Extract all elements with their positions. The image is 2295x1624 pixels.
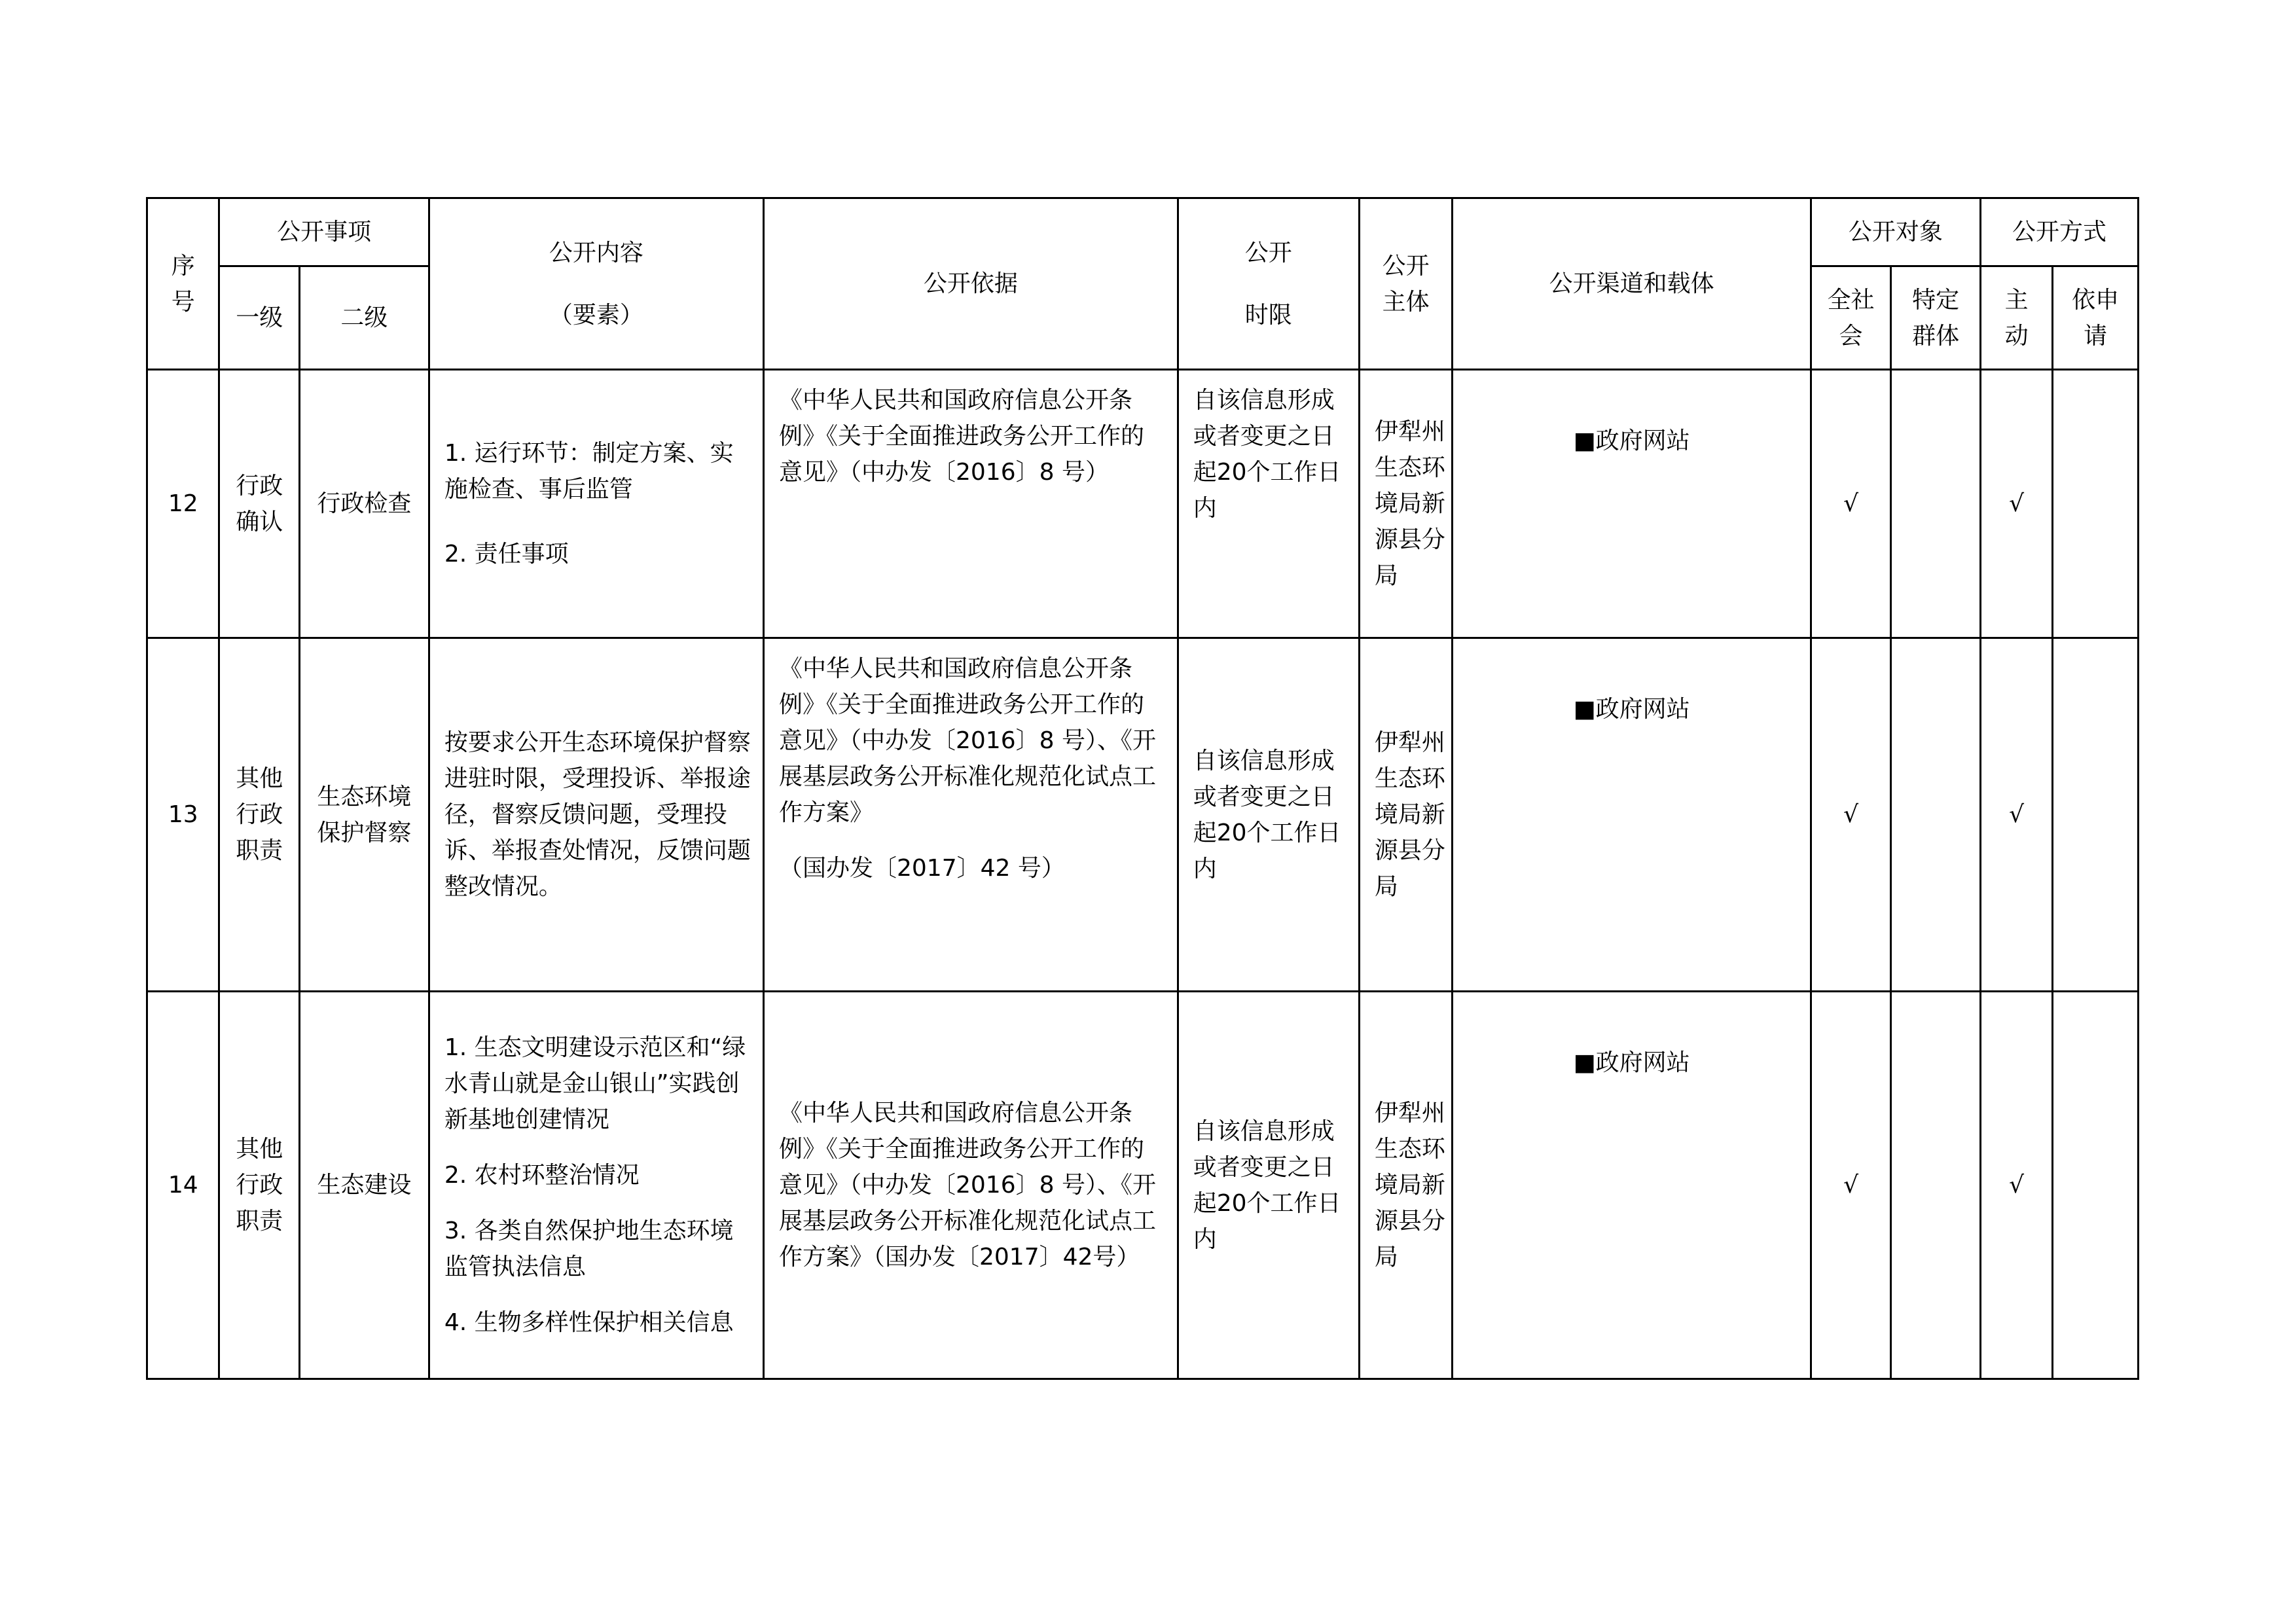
table-row <box>147 992 2139 1379</box>
row-level2 <box>299 992 429 1379</box>
header-time <box>1178 198 1359 370</box>
row-level1-line: 行政 <box>236 801 283 828</box>
header-subject-line-2: 主体 <box>1382 288 1430 316</box>
channel-text: ■政府网站 <box>1573 427 1690 454</box>
header-content-line-1: 公开内容 <box>549 239 643 266</box>
header-subject-line-1: 公开 <box>1382 252 1430 280</box>
row-subject <box>1359 992 1453 1379</box>
header-level1: 一级 <box>219 266 300 370</box>
row-channel <box>1453 992 1811 1379</box>
header-method-active-line-2: 动 <box>2004 322 2029 350</box>
content-item: 3. 各类自然保护地生态环境监管执法信息 <box>444 1218 734 1280</box>
header-basis: 公开依据 <box>764 198 1178 370</box>
row-level1-line: 其他 <box>236 765 283 792</box>
header-method-request-line-1: 依申 <box>2072 286 2120 314</box>
header-audience-specific-line-1: 特定 <box>1912 286 1960 314</box>
row-seq: 12 <box>147 370 219 638</box>
row-level2-line: 生态环境 <box>317 783 412 810</box>
row-method-request <box>2053 638 2139 992</box>
row-level1-line: 其他 <box>236 1136 283 1163</box>
header-audience-all-line-1: 全社 <box>1827 286 1875 314</box>
content-item: 1. 生态文明建设示范区和“绿水青山就是金山银山”实践创新基地创建情况 <box>444 1034 746 1133</box>
table-row <box>147 638 2139 992</box>
header-audience: 公开对象 <box>1811 198 1980 266</box>
row-level1 <box>219 370 300 638</box>
header-content-line-2: （要素） <box>549 301 643 329</box>
row-method-request <box>2053 370 2139 638</box>
row-seq: 13 <box>147 638 219 992</box>
row-audience-specific <box>1891 370 1981 638</box>
basis-text: 《中华人民共和国政府信息公开条例》《关于全面推进政务公开工作的意见》（中办发〔2016〕8 号）、《开展基层政务公开标准化规范化试点工作方案》 <box>779 655 1157 826</box>
basis-text: （国办发〔2017〕42 号） <box>779 855 1065 882</box>
row-time <box>1178 370 1359 638</box>
row-time <box>1178 992 1359 1379</box>
row-level1-line: 确认 <box>236 508 283 535</box>
header-audience-specific <box>1891 266 1981 370</box>
header-time-line-1: 公开 <box>1244 239 1292 266</box>
row-channel <box>1453 638 1811 992</box>
row-subject <box>1359 370 1453 638</box>
row-basis <box>764 992 1178 1379</box>
row-level1-line: 职责 <box>236 837 283 864</box>
row-audience-all: √ <box>1811 370 1891 638</box>
header-audience-specific-line-2: 群体 <box>1912 322 1960 350</box>
subject-text: 伊犁州生态环境局新源县分局 <box>1374 1100 1445 1271</box>
row-method-active: √ <box>1980 370 2052 638</box>
header-content <box>429 198 763 370</box>
header-seq-line-2: 号 <box>171 288 195 316</box>
header-items: 公开事项 <box>219 198 429 266</box>
row-level2 <box>299 370 429 638</box>
row-method-request <box>2053 992 2139 1379</box>
header-method-active-line-1: 主 <box>2004 286 2029 314</box>
time-text: 自该信息形成或者变更之日起20个工作日内 <box>1193 747 1341 882</box>
row-level1 <box>219 638 300 992</box>
content-item: 4. 生物多样性保护相关信息 <box>444 1309 734 1336</box>
row-audience-all: √ <box>1811 992 1891 1379</box>
basis-text: 《中华人民共和国政府信息公开条例》《关于全面推进政务公开工作的意见》（中办发〔2016〕8 号） <box>779 387 1145 486</box>
row-level1-line: 行政 <box>236 1172 283 1199</box>
row-level2 <box>299 638 429 992</box>
content-item: 2. 责任事项 <box>444 541 569 568</box>
row-basis <box>764 638 1178 992</box>
row-content <box>429 370 763 638</box>
header-subject <box>1359 198 1453 370</box>
row-content <box>429 638 763 992</box>
time-text: 自该信息形成或者变更之日起20个工作日内 <box>1193 1117 1341 1253</box>
row-level2-line: 保护督察 <box>317 819 412 846</box>
header-time-line-2: 时限 <box>1244 301 1292 329</box>
header-channel: 公开渠道和载体 <box>1453 198 1811 370</box>
row-audience-all: √ <box>1811 638 1891 992</box>
table-row <box>147 370 2139 638</box>
channel-text: ■政府网站 <box>1573 696 1690 723</box>
subject-text: 伊犁州生态环境局新源县分局 <box>1374 729 1445 900</box>
row-content <box>429 992 763 1379</box>
row-subject <box>1359 638 1453 992</box>
content-item: 2. 农村环整治情况 <box>444 1162 640 1189</box>
disclosure-table <box>146 197 2139 1380</box>
row-method-active: √ <box>1980 638 2052 992</box>
header-seq-line-1: 序 <box>171 252 195 280</box>
content-item: 1. 运行环节：制定方案、实施检查、事后监管 <box>444 440 734 503</box>
row-level2-line: 生态建设 <box>317 1172 412 1199</box>
header-method-request-line-2: 请 <box>2084 322 2108 350</box>
row-basis <box>764 370 1178 638</box>
header-method-request <box>2053 266 2139 370</box>
row-level1 <box>219 992 300 1379</box>
row-time <box>1178 638 1359 992</box>
row-audience-specific <box>1891 638 1981 992</box>
row-channel <box>1453 370 1811 638</box>
row-level1-line: 行政 <box>236 472 283 499</box>
row-level2-line: 行政检查 <box>317 490 412 517</box>
header-level2: 二级 <box>299 266 429 370</box>
header-method-active <box>1980 266 2052 370</box>
row-seq: 14 <box>147 992 219 1379</box>
basis-text: 《中华人民共和国政府信息公开条例》《关于全面推进政务公开工作的意见》（中办发〔2016〕8 号）、《开展基层政务公开标准化规范化试点工作方案》（国办发〔2017〕42号） <box>779 1100 1157 1271</box>
row-method-active: √ <box>1980 992 2052 1379</box>
header-audience-all-line-2: 会 <box>1839 322 1863 350</box>
channel-text: ■政府网站 <box>1573 1049 1690 1076</box>
header-audience-all <box>1811 266 1891 370</box>
header-seq <box>147 198 219 370</box>
header-method: 公开方式 <box>1980 198 2138 266</box>
subject-text: 伊犁州生态环境局新源县分局 <box>1374 418 1445 589</box>
row-audience-specific <box>1891 992 1981 1379</box>
row-level1-line: 职责 <box>236 1208 283 1235</box>
time-text: 自该信息形成或者变更之日起20个工作日内 <box>1193 387 1341 522</box>
content-item: 按要求公开生态环境保护督察进驻时限，受理投诉、举报途径，督察反馈问题，受理投诉、举报查处情况，反馈问题整改情况。 <box>444 729 751 900</box>
